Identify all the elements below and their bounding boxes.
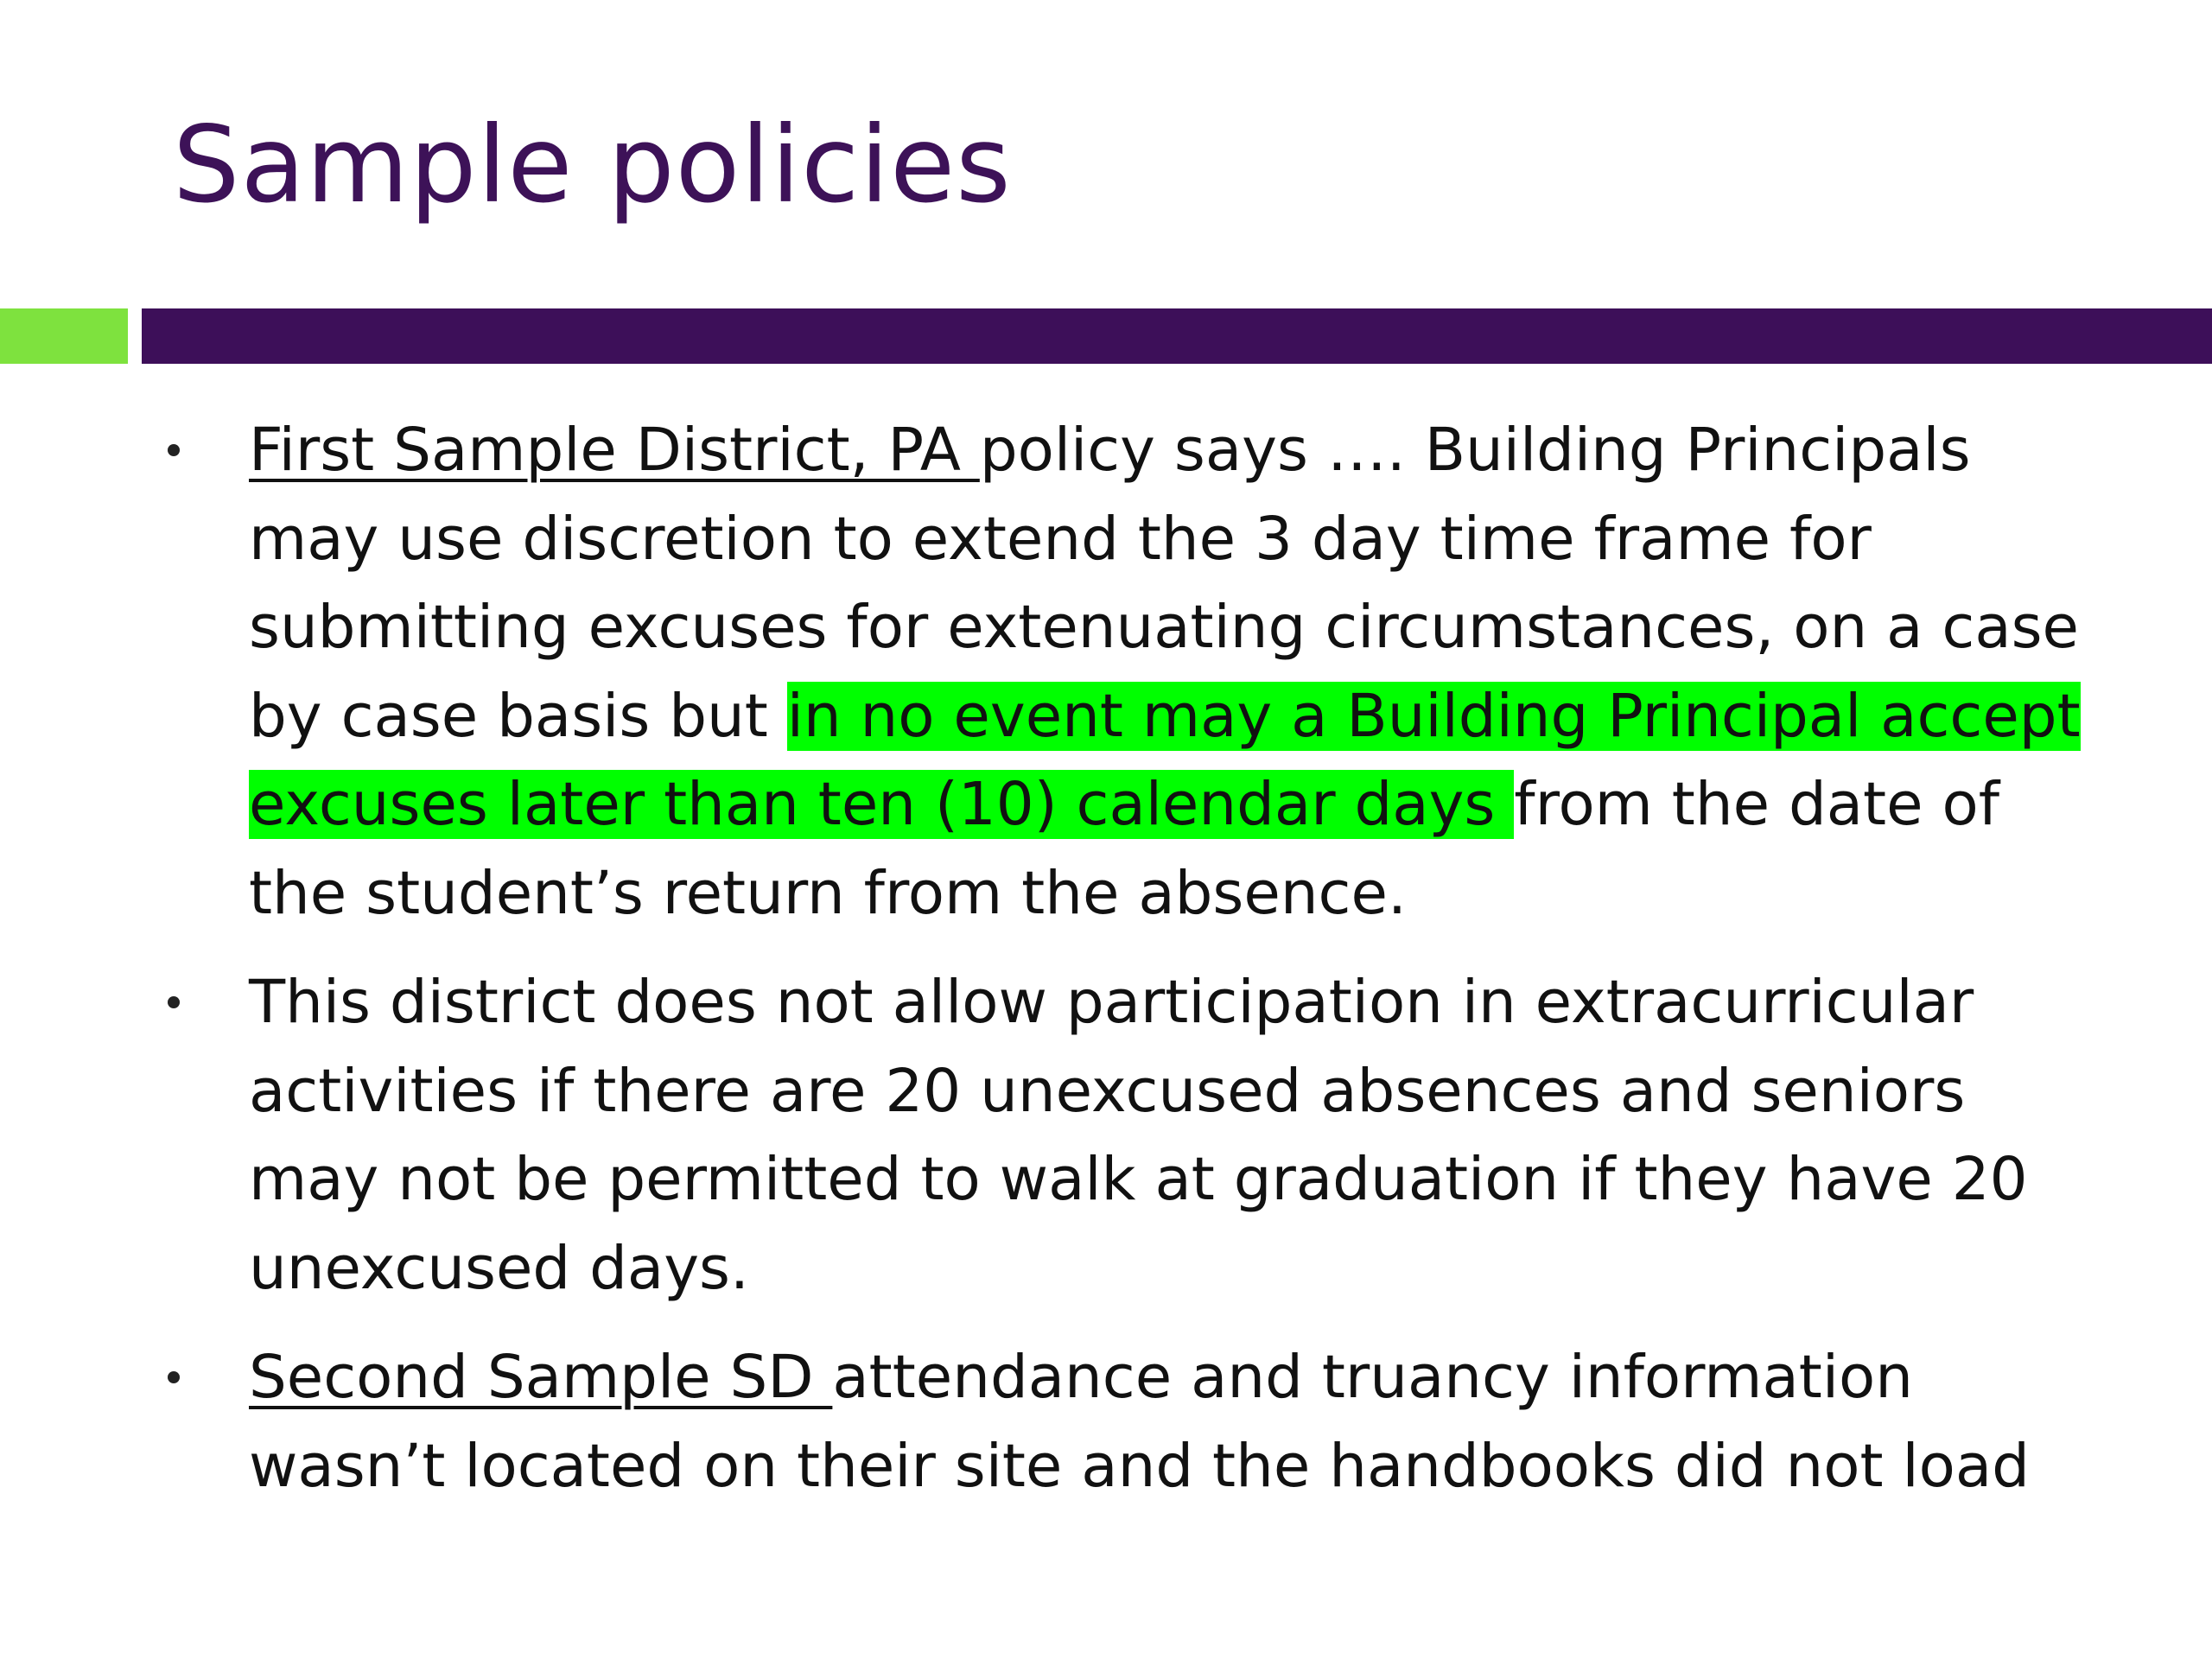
bullet-icon <box>168 1371 180 1383</box>
bullet-item-extracurricular <box>152 958 2105 1313</box>
second-district-link[interactable]: Second Sample SD <box>249 1343 833 1412</box>
accent-bar-green <box>0 308 128 364</box>
first-district-link[interactable]: First Sample District, PA <box>249 416 980 485</box>
bullet-item-first-district <box>152 406 2105 938</box>
bullet-text: policy says …. Building Principals may use discretion to extend the 3 day time frame for submitting excuses for extenuating circumstances, on a case by case basis but <box>249 416 2080 751</box>
bullet-text: attendance and truancy information wasn’t located on their site and the handbooks did not load <box>249 1343 2030 1501</box>
highlighted-text: in no event may a Building Principal accept excuses later than ten (10) calendar days <box>249 681 2081 839</box>
bullet-icon <box>168 996 180 1008</box>
accent-bar-purple <box>142 308 2212 364</box>
bullet-item-second-district <box>152 1333 2105 1510</box>
bullet-text: from the date of the student’s return from the absence. <box>249 770 1999 928</box>
bullet-icon <box>168 444 180 456</box>
bullet-text: This district does not allow participation in extracurricular activities if there are 20 unexcused absences and seniors may not be permitted to walk at graduation if they have 20 unexcused days. <box>249 968 2028 1303</box>
bullet-list <box>152 406 2105 1531</box>
slide-title: Sample policies <box>173 104 1012 226</box>
